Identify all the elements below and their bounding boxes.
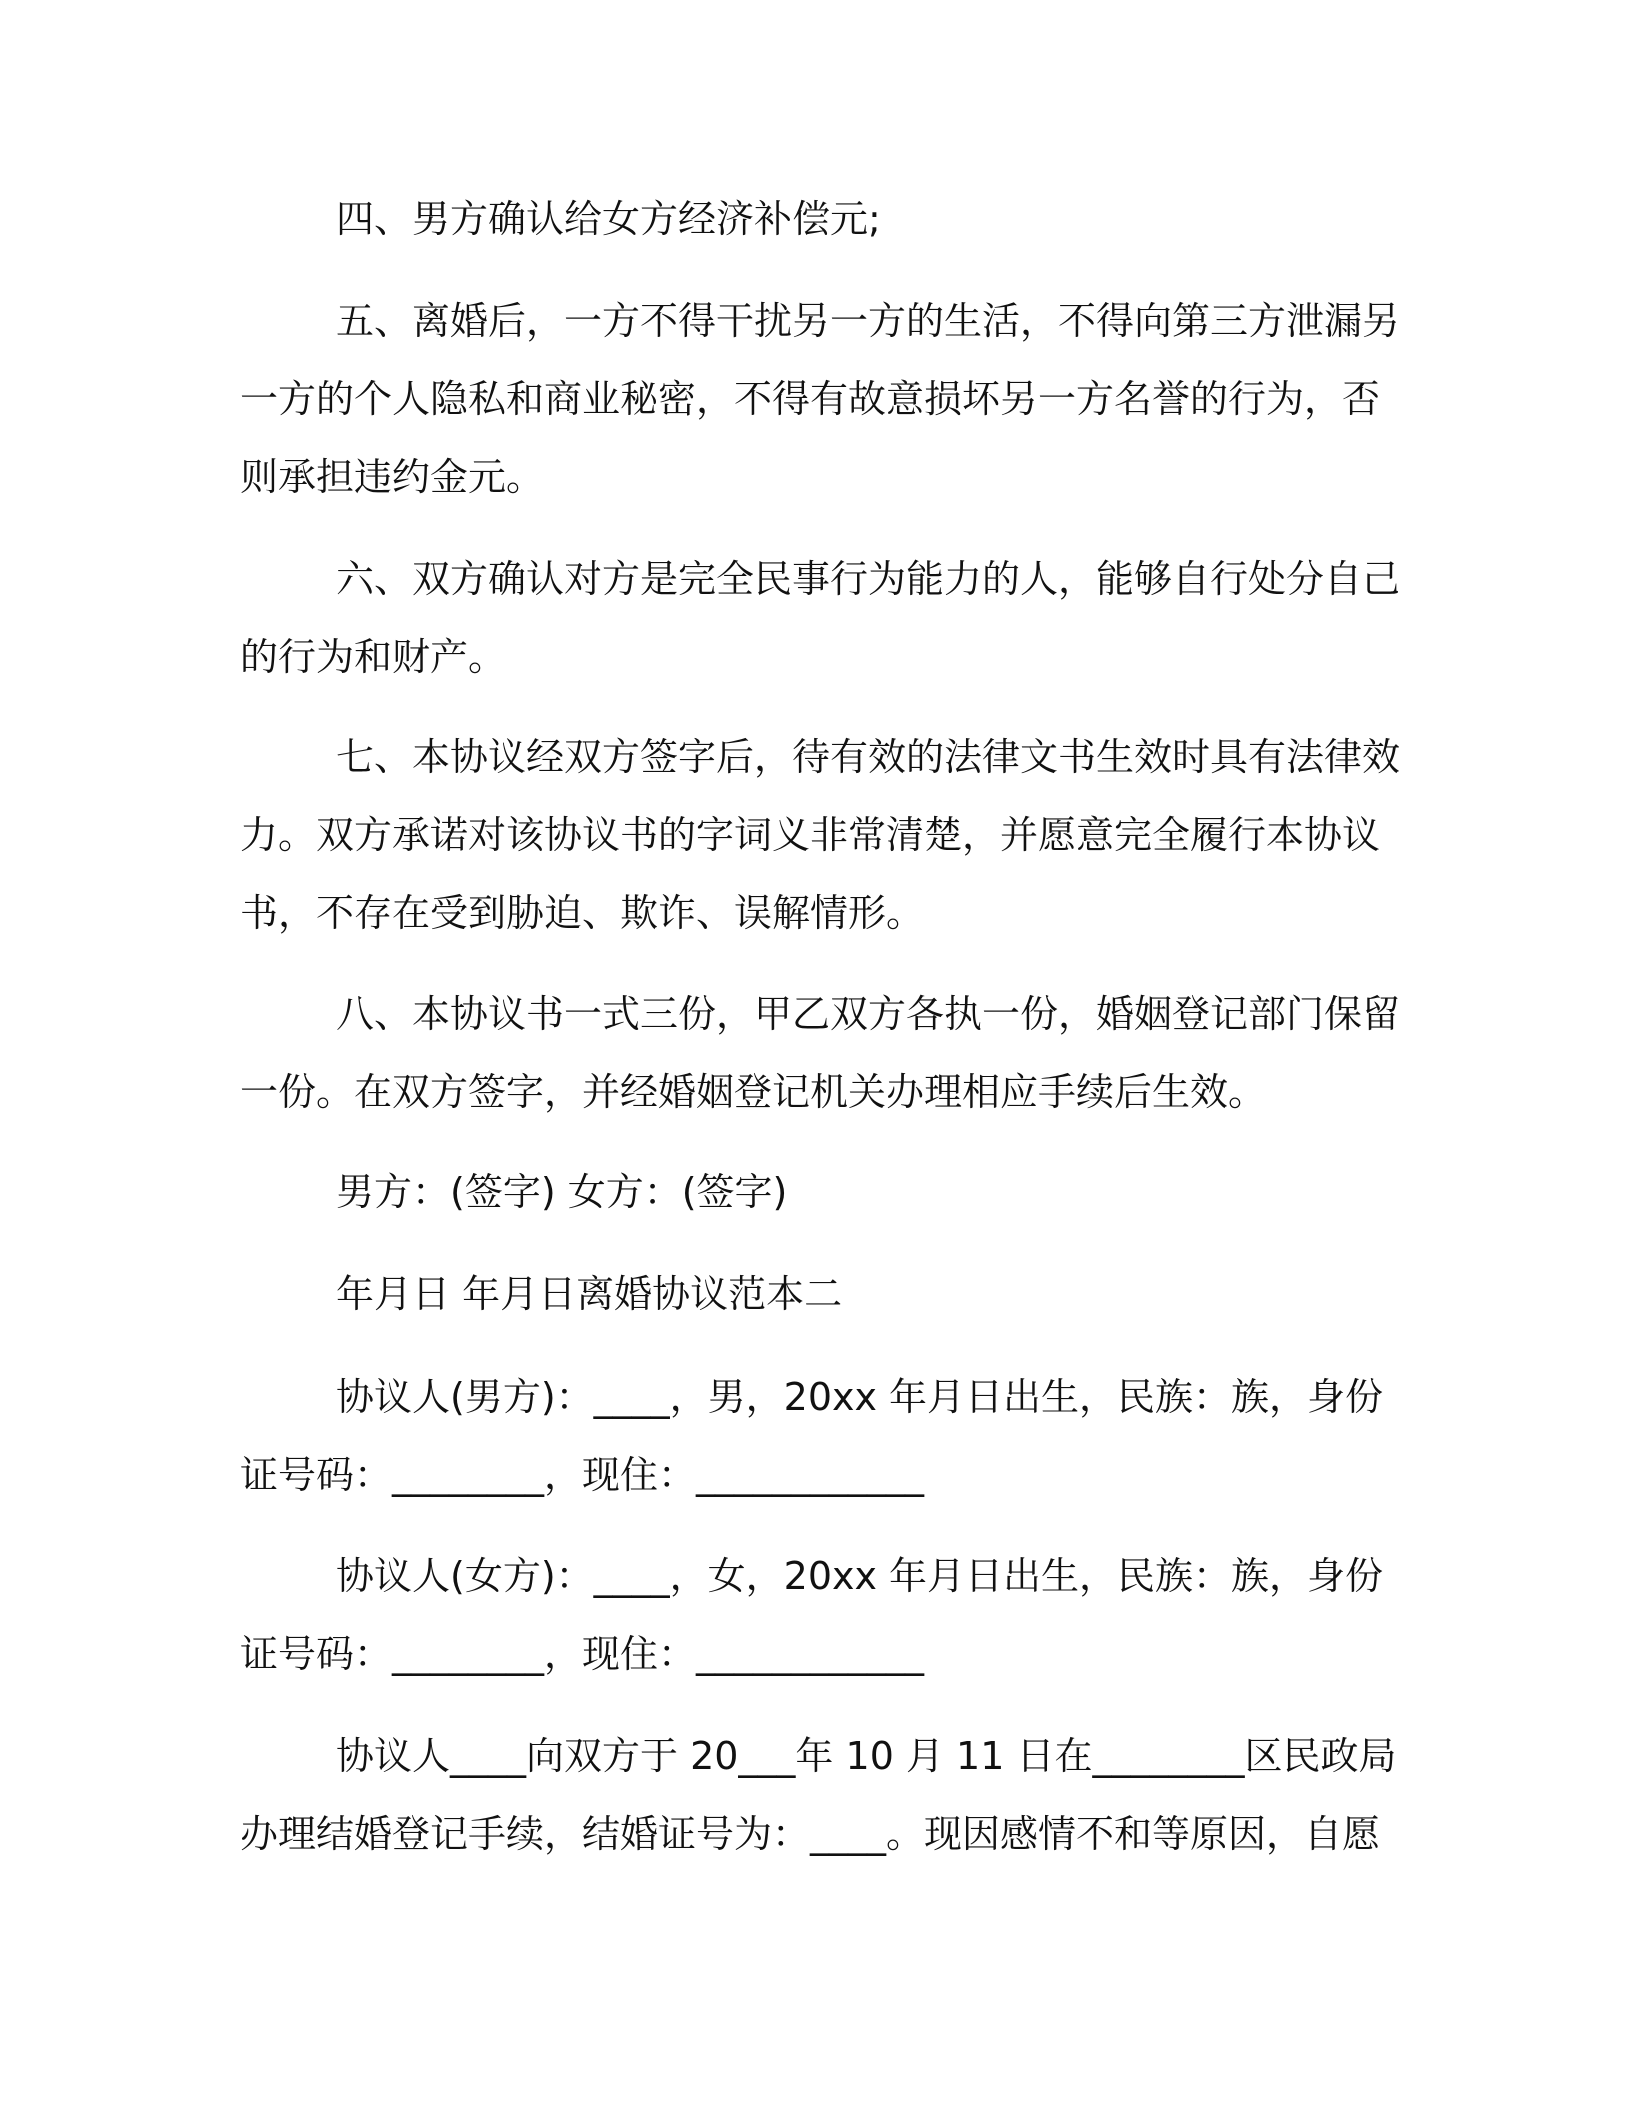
text-line: 四、男方确认给女方经济补偿元; [336,197,881,241]
text-line: 证号码：________，现住：____________ [240,1453,925,1497]
text-line: 书，不存在受到胁迫、欺诈、误解情形。 [240,891,925,935]
text-line: 七、本协议经双方签字后，待有效的法律文书生效时具有法律效 [336,735,1401,779]
text-line: 年月日 年月日离婚协议范本二 [336,1272,843,1316]
text-line: 五、离婚后，一方不得干扰另一方的生活，不得向第三方泄漏另 [336,299,1401,343]
text-line: 男方：(签字) 女方：(签字) [336,1170,788,1214]
text-line: 协议人(女方)：____，女，20xx 年月日出生，民族：族，身份 [336,1554,1384,1598]
clause-8 [240,975,1401,1131]
text-line: 协议人(男方)：____，男，20xx 年月日出生，民族：族，身份 [336,1375,1384,1419]
text-line: 则承担违约金元。 [240,455,545,499]
text-line: 一份。在双方签字，并经婚姻登记机关办理相应手续后生效。 [240,1070,1267,1114]
party-male [240,1358,1384,1514]
date-and-title [240,1255,1380,1333]
signature-line [240,1153,1380,1231]
marriage-registration [240,1717,1397,1873]
clause-7 [240,718,1401,952]
text-line: 证号码：________，现住：____________ [240,1632,925,1676]
text-line: 力。双方承诺对该协议书的字词义非常清楚，并愿意完全履行本协议 [240,813,1381,857]
party-female [240,1537,1384,1693]
text-line: 一方的个人隐私和商业秘密，不得有故意损坏另一方名誉的行为，否 [240,377,1381,421]
text-line: 协议人____向双方于 20___年 10 月 11 日在________区民政局 [336,1734,1397,1778]
text-line: 八、本协议书一式三份，甲乙双方各执一份，婚姻登记部门保留 [336,992,1401,1036]
text-line: 六、双方确认对方是完全民事行为能力的人，能够自行处分自己 [336,557,1401,601]
text-line: 的行为和财产。 [240,635,507,679]
clause-4 [240,180,1380,258]
clause-6 [240,540,1401,696]
text-line: 办理结婚登记手续，结婚证号为：____。现因感情不和等原因，自愿 [240,1812,1381,1856]
clause-5 [240,282,1401,516]
